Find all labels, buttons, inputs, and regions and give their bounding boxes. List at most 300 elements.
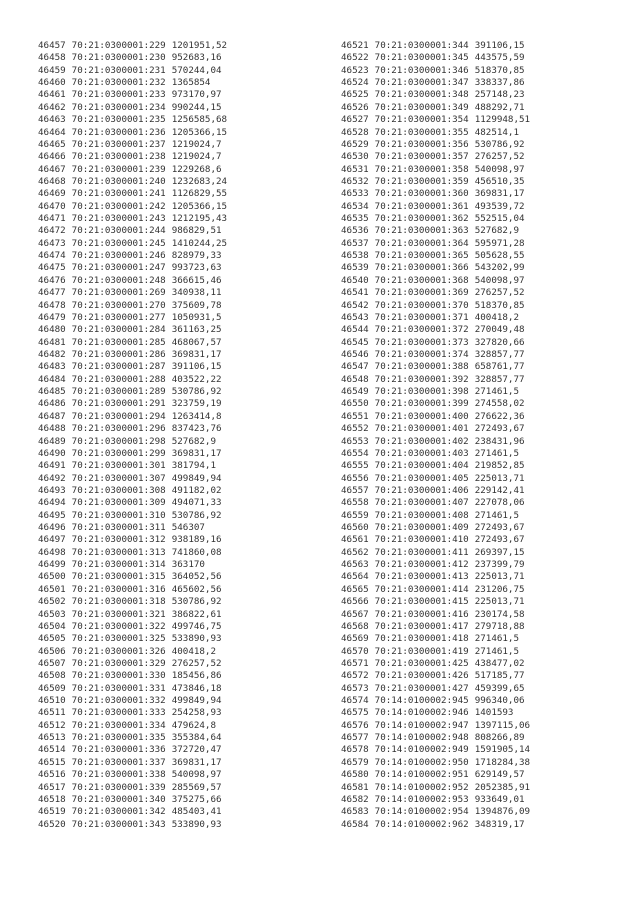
cadastral-value: 1365854	[171, 77, 211, 89]
cadastral-value: 270049,48	[474, 324, 525, 336]
row-number: 46526	[341, 101, 369, 113]
row-number: 46547	[341, 361, 369, 373]
cadastral-value: 499849,94	[171, 472, 222, 484]
table-row	[341, 547, 530, 559]
table-row	[38, 571, 227, 583]
row-number: 46566	[341, 596, 369, 608]
cadastral-value: 658761,77	[474, 361, 525, 373]
cadastral-value: 276257,52	[474, 151, 525, 163]
cadastral-value: 227078,06	[474, 497, 525, 509]
cadastral-number: 70:21:0300001:231	[71, 64, 166, 76]
table-row	[341, 164, 530, 176]
cadastral-number: 70:14:0100002:948	[374, 732, 469, 744]
cadastral-number: 70:21:0300001:359	[374, 175, 469, 187]
table-row	[341, 646, 530, 658]
table-row	[38, 782, 227, 794]
cadastral-number: 70:21:0300001:399	[374, 398, 469, 410]
cadastral-number: 70:21:0300001:346	[374, 64, 469, 76]
table-row	[341, 658, 530, 670]
cadastral-number: 70:21:0300001:286	[71, 348, 166, 360]
cadastral-value: 473846,18	[171, 682, 222, 694]
cadastral-value: 518370,85	[474, 299, 525, 311]
table-row	[38, 374, 227, 386]
table-row	[341, 782, 530, 794]
cadastral-number: 70:21:0300001:408	[374, 509, 469, 521]
table-row	[38, 139, 227, 151]
cadastral-number: 70:21:0300001:241	[71, 188, 166, 200]
cadastral-value: 219852,85	[474, 460, 525, 472]
cadastral-number: 70:21:0300001:366	[374, 262, 469, 274]
table-row	[38, 89, 227, 101]
cadastral-number: 70:21:0300001:425	[374, 657, 469, 669]
cadastral-number: 70:14:0100002:947	[374, 719, 469, 731]
table-row	[341, 621, 530, 633]
table-row	[341, 769, 530, 781]
row-number: 46572	[341, 670, 369, 682]
cadastral-number: 70:21:0300001:398	[374, 386, 469, 398]
row-number: 46464	[38, 126, 66, 138]
table-row	[38, 806, 227, 818]
row-number: 46516	[38, 769, 66, 781]
cadastral-value: 274558,02	[474, 398, 525, 410]
cadastral-value: 482514,1	[474, 126, 519, 138]
cadastral-value: 271461,5	[474, 386, 519, 398]
row-number: 46469	[38, 188, 66, 200]
cadastral-value: 369831,17	[171, 348, 222, 360]
cadastral-value: 540098,97	[474, 163, 525, 175]
row-number: 46543	[341, 311, 369, 323]
row-number: 46562	[341, 546, 369, 558]
table-row	[341, 213, 530, 225]
row-number: 46485	[38, 386, 66, 398]
cadastral-number: 70:21:0300001:374	[374, 348, 469, 360]
row-number: 46471	[38, 213, 66, 225]
row-number: 46550	[341, 398, 369, 410]
cadastral-number: 70:21:0300001:229	[71, 40, 166, 51]
cadastral-value: 533890,93	[171, 818, 222, 830]
cadastral-number: 70:21:0300001:285	[71, 336, 166, 348]
cadastral-value: 271461,5	[474, 633, 519, 645]
cadastral-number: 70:21:0300001:415	[374, 596, 469, 608]
cadastral-value: 369831,17	[474, 188, 525, 200]
row-number: 46507	[38, 657, 66, 669]
row-number: 46542	[341, 299, 369, 311]
row-number: 46496	[38, 522, 66, 534]
table-row	[38, 744, 227, 756]
row-number: 46545	[341, 336, 369, 348]
cadastral-number: 70:21:0300001:388	[374, 361, 469, 373]
cadastral-number: 70:21:0300001:269	[71, 287, 166, 299]
cadastral-value: 361163,25	[171, 324, 222, 336]
cadastral-number: 70:21:0300001:426	[374, 670, 469, 682]
cadastral-value: 1205366,15	[171, 126, 228, 138]
cadastral-number: 70:14:0100002:962	[374, 818, 469, 830]
table-row	[38, 646, 227, 658]
row-number: 46523	[341, 64, 369, 76]
table-row	[341, 386, 530, 398]
cadastral-value: 494071,33	[171, 497, 222, 509]
cadastral-value: 530786,92	[171, 386, 222, 398]
cadastral-value: 279718,88	[474, 620, 525, 632]
table-row	[38, 547, 227, 559]
row-number: 46534	[341, 200, 369, 212]
row-number: 46487	[38, 410, 66, 422]
row-number: 46525	[341, 89, 369, 101]
table-row	[341, 102, 530, 114]
cadastral-value: 230174,58	[474, 608, 525, 620]
cadastral-number: 70:21:0300001:427	[374, 682, 469, 694]
cadastral-number: 70:21:0300001:307	[71, 472, 166, 484]
cadastral-number: 70:21:0300001:277	[71, 311, 166, 323]
cadastral-number: 70:21:0300001:363	[374, 225, 469, 237]
row-number: 46532	[341, 175, 369, 187]
row-number: 46553	[341, 435, 369, 447]
row-number: 46537	[341, 237, 369, 249]
cadastral-value: 505628,55	[474, 250, 525, 262]
cadastral-number: 70:21:0300001:405	[374, 472, 469, 484]
cadastral-value: 990244,15	[171, 101, 222, 113]
cadastral-number: 70:21:0300001:407	[374, 497, 469, 509]
table-row	[341, 819, 530, 831]
cadastral-number: 70:21:0300001:308	[71, 484, 166, 496]
row-number: 46555	[341, 460, 369, 472]
cadastral-number: 70:21:0300001:371	[374, 311, 469, 323]
row-number: 46508	[38, 670, 66, 682]
cadastral-value: 2052385,91	[474, 781, 531, 793]
cadastral-number: 70:21:0300001:392	[374, 373, 469, 385]
cadastral-value: 276257,52	[171, 657, 222, 669]
cadastral-value: 372720,47	[171, 744, 222, 756]
row-number: 46504	[38, 620, 66, 632]
row-number: 46524	[341, 77, 369, 89]
row-number: 46540	[341, 274, 369, 286]
row-number: 46513	[38, 732, 66, 744]
table-row	[38, 707, 227, 719]
cadastral-number: 70:21:0300001:299	[71, 447, 166, 459]
row-number: 46494	[38, 497, 66, 509]
cadastral-number: 70:21:0300001:316	[71, 583, 166, 595]
row-number: 46552	[341, 423, 369, 435]
row-number: 46462	[38, 101, 66, 113]
cadastral-value: 285569,57	[171, 781, 222, 793]
table-row	[38, 757, 227, 769]
table-row	[341, 89, 530, 101]
row-number: 46557	[341, 484, 369, 496]
row-number: 46481	[38, 336, 66, 348]
table-row	[341, 695, 530, 707]
cadastral-value: 1212195,43	[171, 213, 228, 225]
cadastral-value: 254258,93	[171, 707, 222, 719]
row-number: 46579	[341, 756, 369, 768]
table-row	[38, 732, 227, 744]
table-row	[38, 510, 227, 522]
cadastral-number: 70:14:0100002:950	[374, 756, 469, 768]
cadastral-value: 225013,71	[474, 596, 525, 608]
cadastral-value: 381794,1	[171, 460, 216, 472]
row-number: 46574	[341, 695, 369, 707]
cadastral-value: 257148,23	[474, 89, 525, 101]
table-row	[341, 559, 530, 571]
cadastral-number: 70:21:0300001:355	[374, 126, 469, 138]
cadastral-number: 70:14:0100002:945	[374, 695, 469, 707]
cadastral-value: 491182,02	[171, 484, 222, 496]
cadastral-number: 70:21:0300001:234	[71, 101, 166, 113]
row-number: 46501	[38, 583, 66, 595]
cadastral-number: 70:21:0300001:400	[374, 410, 469, 422]
table-row	[38, 337, 227, 349]
table-row	[341, 52, 530, 64]
row-number: 46509	[38, 682, 66, 694]
cadastral-value: 543202,99	[474, 262, 525, 274]
table-row	[341, 374, 530, 386]
cadastral-number: 70:21:0300001:245	[71, 237, 166, 249]
row-number: 46529	[341, 138, 369, 150]
row-number: 46460	[38, 77, 66, 89]
row-number: 46577	[341, 732, 369, 744]
cadastral-value: 391106,15	[474, 40, 525, 51]
cadastral-number: 70:21:0300001:321	[71, 608, 166, 620]
table-row	[341, 720, 530, 732]
row-number: 46491	[38, 460, 66, 472]
cadastral-value: 1263414,8	[171, 410, 222, 422]
table-row	[341, 151, 530, 163]
cadastral-number: 70:21:0300001:242	[71, 200, 166, 212]
cadastral-value: 468067,57	[171, 336, 222, 348]
cadastral-value: 276257,52	[474, 287, 525, 299]
row-number: 46463	[38, 114, 66, 126]
cadastral-value: 546307	[171, 522, 205, 534]
table-row	[341, 77, 530, 89]
table-row	[38, 794, 227, 806]
table-row	[341, 707, 530, 719]
table-row	[341, 744, 530, 756]
cadastral-number: 70:21:0300001:357	[374, 151, 469, 163]
cadastral-value: 518370,85	[474, 64, 525, 76]
table-row	[38, 497, 227, 509]
cadastral-value: 269397,15	[474, 546, 525, 558]
left-column	[38, 40, 227, 831]
cadastral-value: 996340,06	[474, 695, 525, 707]
table-row	[38, 423, 227, 435]
cadastral-value: 271461,5	[474, 645, 519, 657]
cadastral-value: 1401593	[474, 707, 514, 719]
cadastral-value: 837423,76	[171, 423, 222, 435]
table-row	[38, 250, 227, 262]
row-number: 46571	[341, 657, 369, 669]
row-number: 46458	[38, 52, 66, 64]
table-row	[38, 102, 227, 114]
table-row	[38, 275, 227, 287]
cadastral-number: 70:21:0300001:360	[374, 188, 469, 200]
cadastral-number: 70:21:0300001:239	[71, 163, 166, 175]
cadastral-value: 348319,17	[474, 818, 525, 830]
table-row	[38, 52, 227, 64]
table-row	[341, 806, 530, 818]
row-number: 46580	[341, 769, 369, 781]
cadastral-number: 70:21:0300001:294	[71, 410, 166, 422]
cadastral-value: 366615,46	[171, 274, 222, 286]
cadastral-number: 70:21:0300001:339	[71, 781, 166, 793]
table-row	[38, 201, 227, 213]
table-row	[38, 695, 227, 707]
cadastral-number: 70:21:0300001:296	[71, 423, 166, 435]
cadastral-number: 70:21:0300001:364	[374, 237, 469, 249]
cadastral-number: 70:21:0300001:329	[71, 657, 166, 669]
cadastral-value: 327820,66	[474, 336, 525, 348]
cadastral-value: 533890,93	[171, 633, 222, 645]
right-column	[341, 40, 530, 831]
row-number: 46480	[38, 324, 66, 336]
cadastral-value: 276622,36	[474, 410, 525, 422]
cadastral-number: 70:21:0300001:291	[71, 398, 166, 410]
table-row	[38, 164, 227, 176]
cadastral-value: 328857,77	[474, 348, 525, 360]
row-number: 46556	[341, 472, 369, 484]
table-row	[341, 40, 530, 52]
cadastral-value: 527682,9	[171, 435, 216, 447]
table-row	[38, 411, 227, 423]
table-row	[341, 300, 530, 312]
table-row	[341, 349, 530, 361]
cadastral-value: 443575,59	[474, 52, 525, 64]
row-number: 46478	[38, 299, 66, 311]
cadastral-number: 70:21:0300001:404	[374, 460, 469, 472]
table-row	[341, 633, 530, 645]
cadastral-number: 70:21:0300001:335	[71, 732, 166, 744]
table-row	[341, 423, 530, 435]
row-number: 46470	[38, 200, 66, 212]
row-number: 46488	[38, 423, 66, 435]
table-row	[38, 188, 227, 200]
table-row	[38, 522, 227, 534]
row-number: 46486	[38, 398, 66, 410]
table-row	[341, 287, 530, 299]
cadastral-number: 70:21:0300001:344	[374, 40, 469, 51]
row-number: 46505	[38, 633, 66, 645]
cadastral-number: 70:21:0300001:238	[71, 151, 166, 163]
table-row	[38, 609, 227, 621]
table-row	[38, 324, 227, 336]
cadastral-number: 70:21:0300001:343	[71, 818, 166, 830]
cadastral-value: 952683,16	[171, 52, 222, 64]
cadastral-value: 933649,01	[474, 793, 525, 805]
table-row	[341, 473, 530, 485]
row-number: 46560	[341, 522, 369, 534]
row-number: 46581	[341, 781, 369, 793]
cadastral-value: 229142,41	[474, 484, 525, 496]
table-row	[341, 609, 530, 621]
row-number: 46473	[38, 237, 66, 249]
cadastral-value: 938189,16	[171, 534, 222, 546]
cadastral-value: 552515,04	[474, 213, 525, 225]
table-row	[38, 436, 227, 448]
table-row	[38, 65, 227, 77]
row-number: 46490	[38, 447, 66, 459]
row-number: 46493	[38, 484, 66, 496]
cadastral-value: 1201951,52	[171, 40, 228, 51]
cadastral-value: 403522,22	[171, 373, 222, 385]
row-number: 46546	[341, 348, 369, 360]
row-number: 46584	[341, 818, 369, 830]
row-number: 46561	[341, 534, 369, 546]
table-row	[38, 769, 227, 781]
table-row	[38, 584, 227, 596]
table-row	[341, 757, 530, 769]
cadastral-value: 338337,86	[474, 77, 525, 89]
table-row	[38, 633, 227, 645]
cadastral-value: 456510,35	[474, 175, 525, 187]
table-row	[341, 114, 530, 126]
row-number: 46489	[38, 435, 66, 447]
cadastral-number: 70:21:0300001:331	[71, 682, 166, 694]
cadastral-number: 70:21:0300001:349	[374, 101, 469, 113]
table-row	[38, 361, 227, 373]
cadastral-value: 629149,57	[474, 769, 525, 781]
cadastral-value: 530786,92	[171, 596, 222, 608]
cadastral-number: 70:21:0300001:403	[374, 447, 469, 459]
table-row	[341, 497, 530, 509]
row-number: 46548	[341, 373, 369, 385]
row-number: 46461	[38, 89, 66, 101]
cadastral-number: 70:21:0300001:416	[374, 608, 469, 620]
cadastral-number: 70:21:0300001:354	[374, 114, 469, 126]
cadastral-value: 828979,33	[171, 250, 222, 262]
row-number: 46522	[341, 52, 369, 64]
row-number: 46518	[38, 793, 66, 805]
cadastral-value: 1229268,6	[171, 163, 222, 175]
cadastral-value: 1205366,15	[171, 200, 228, 212]
row-number: 46476	[38, 274, 66, 286]
row-number: 46558	[341, 497, 369, 509]
cadastral-value: 1394876,09	[474, 806, 531, 818]
cadastral-value: 540098,97	[474, 274, 525, 286]
table-row	[38, 819, 227, 831]
cadastral-value: 808266,89	[474, 732, 525, 744]
row-number: 46515	[38, 756, 66, 768]
cadastral-number: 70:21:0300001:330	[71, 670, 166, 682]
row-number: 46531	[341, 163, 369, 175]
cadastral-value: 527682,9	[474, 225, 519, 237]
cadastral-value: 479624,8	[171, 719, 216, 731]
cadastral-value: 993723,63	[171, 262, 222, 274]
cadastral-value: 1126829,55	[171, 188, 228, 200]
table-row	[38, 225, 227, 237]
cadastral-value: 272493,67	[474, 522, 525, 534]
row-number: 46479	[38, 311, 66, 323]
table-row	[38, 312, 227, 324]
cadastral-number: 70:21:0300001:417	[374, 620, 469, 632]
cadastral-number: 70:21:0300001:247	[71, 262, 166, 274]
table-row	[341, 337, 530, 349]
cadastral-number: 70:21:0300001:235	[71, 114, 166, 126]
cadastral-value: 499746,75	[171, 620, 222, 632]
table-row	[341, 411, 530, 423]
cadastral-number: 70:21:0300001:301	[71, 460, 166, 472]
row-number: 46583	[341, 806, 369, 818]
table-row	[341, 732, 530, 744]
table-row	[38, 398, 227, 410]
cadastral-value: 488292,71	[474, 101, 525, 113]
cadastral-value: 1591905,14	[474, 744, 531, 756]
table-row	[38, 670, 227, 682]
cadastral-value: 375275,66	[171, 793, 222, 805]
cadastral-value: 530786,92	[474, 138, 525, 150]
table-row	[38, 658, 227, 670]
cadastral-number: 70:21:0300001:311	[71, 522, 166, 534]
row-number: 46564	[341, 571, 369, 583]
row-number: 46482	[38, 348, 66, 360]
cadastral-value: 271461,5	[474, 447, 519, 459]
